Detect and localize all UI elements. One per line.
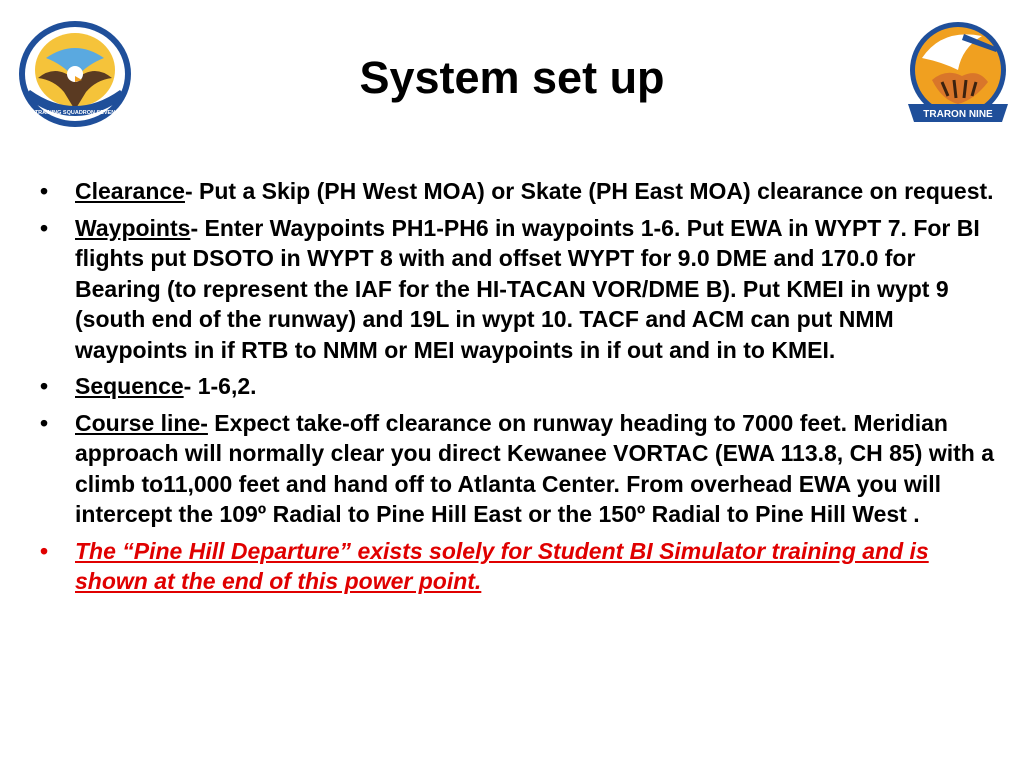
slide-title: System set up: [359, 52, 665, 103]
bullet-note: [36, 536, 996, 597]
bullet-term: Waypoints: [75, 214, 191, 241]
bullet-sequence: [36, 371, 996, 402]
bullet-course-line: [36, 408, 996, 530]
bullet-term: Clearance: [75, 178, 185, 204]
bullet-dot: •: [40, 214, 49, 241]
bullet-clearance: [36, 176, 996, 207]
bullet-dot: •: [40, 373, 49, 399]
bullet-text: - Enter Waypoints PH1-PH6 in waypoints 1-6. Put EWA in WYPT 7. For BI flights put DSOTO in WYPT 8 with and offset WYPT for 9.0 DME and 170.0 for Bearing (to represent the IAF for the HI-TACAN VOR/DME B). Put KMEI in wypt 9 (south end of the runway) and 19L in wypt 10. TACF and ACM can put NMM waypoints in if RTB to NMM or MEI waypoints in if out and in to KMEI.: [75, 214, 980, 363]
bullet-text: - Put a Skip (PH West MOA) or Skate (PH East MOA) clearance on request.: [184, 178, 994, 204]
bullet-list: [36, 176, 996, 603]
bullet-waypoints: [36, 213, 996, 366]
note-text: The “Pine Hill Departure” exists solely for Student BI Simulator training and is shown at the end of this power point.: [75, 537, 929, 594]
right-seal-text: TRARON NINE: [923, 109, 993, 120]
bullet-term: Sequence: [75, 373, 184, 399]
bullet-dot: •: [40, 409, 49, 436]
bullet-text: - 1-6,2.: [183, 373, 257, 399]
bullet-text: Expect take-off clearance on runway heading to 7000 feet. Meridian approach will normally clear you direct Kewanee VORTAC (EWA 113.8, CH 85) with a climb to11,000 feet and hand off to Atlanta Center. From overhead EWA you will intercept the 109º Radial to Pine Hill East or the 150º Radial to Pine Hill West .: [75, 409, 994, 527]
bullet-dot: •: [40, 178, 49, 204]
bullet-dot: •: [40, 537, 49, 564]
bullet-term: Course line-: [75, 409, 208, 436]
left-seal-text: TRAINING SQUADRON SEVEN: [34, 110, 116, 116]
